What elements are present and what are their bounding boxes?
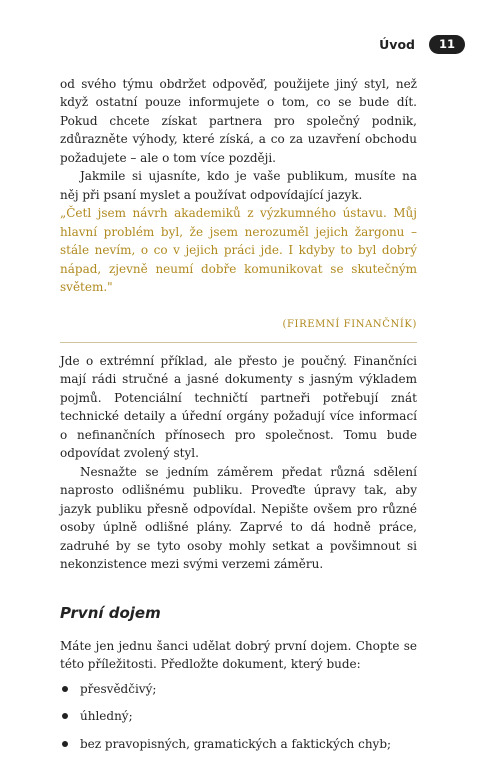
body-paragraph: Jakmile si ujasníte, kdo je vaše publikum, musíte na něj při psaní myslet a používat odpovídající jazyk. xyxy=(60,169,417,202)
section-heading: První dojem xyxy=(60,603,161,622)
page-content xyxy=(60,75,417,762)
list-item xyxy=(60,735,417,753)
quote-separator xyxy=(60,342,417,343)
quote-attribution: (FIREMNÍ FINANČNÍK) xyxy=(282,318,417,330)
body-paragraph: od svého týmu obdržet odpověď, použijete jiný styl, než když ostatní pouze informujete o tom, co se bude dít. Pokud chcete získat partnera pro společný podnik, zdůrazněte výhody, které získá, a co za uzavření obchodu požadujete – ale o tom více později. xyxy=(60,77,417,165)
body-paragraph: Nesnažte se jedním záměrem předat různá sdělení naprosto odlišnému publiku. Proveďte úpravy tak, aby jazyk publiku přesně odpovídal. Nepište ovšem pro různé osoby úplně odlišné plány. Zaprvé to dá hodně práce, zadruhé by se tyto osoby mohly setkat a povšimnout si nekonzistence mezi svými verzemi záměru. xyxy=(60,464,417,572)
bullet-list xyxy=(60,680,417,753)
list-item-text: bez pravopisných, gramatických a faktických chyb; xyxy=(80,736,392,751)
page-header xyxy=(379,34,465,54)
chapter-title: Úvod xyxy=(379,36,415,52)
bullet-icon xyxy=(62,741,68,747)
list-item xyxy=(60,707,417,725)
list-item-text: úhledný; xyxy=(80,709,133,724)
section-intro: Máte jen jednu šanci udělat dobrý první dojem. Chopte se této příležitosti. Předložte dokument, který bude: xyxy=(60,638,417,672)
list-item-text: přesvědčivý; xyxy=(80,681,157,696)
bullet-icon xyxy=(62,713,68,719)
list-item xyxy=(60,680,417,698)
bullet-icon xyxy=(62,686,68,692)
body-paragraph: Jde o extrémní příklad, ale přesto je poučný. Finančníci mají rádi stručné a jasné dokumenty s jasným výkladem pojmů. Potenciální techničtí partneři potřebují znát technické detaily a úřední orgány požadují více informací o nefinančních přínosech pro společnost. Tomu bude odpovídat zvolený styl. xyxy=(60,354,417,461)
quote-text: „Četl jsem návrh akademiků z výzkumného ústavu. Můj hlavní problém byl, že jsem nerozuměl jejich žargonu – stále nevím, o co v jejich práci jde. I kdyby to byl dobrý nápad, zjevně neumí dobře komunikovat se skutečným světem." xyxy=(60,206,417,295)
page-number-badge: 11 xyxy=(429,35,465,54)
